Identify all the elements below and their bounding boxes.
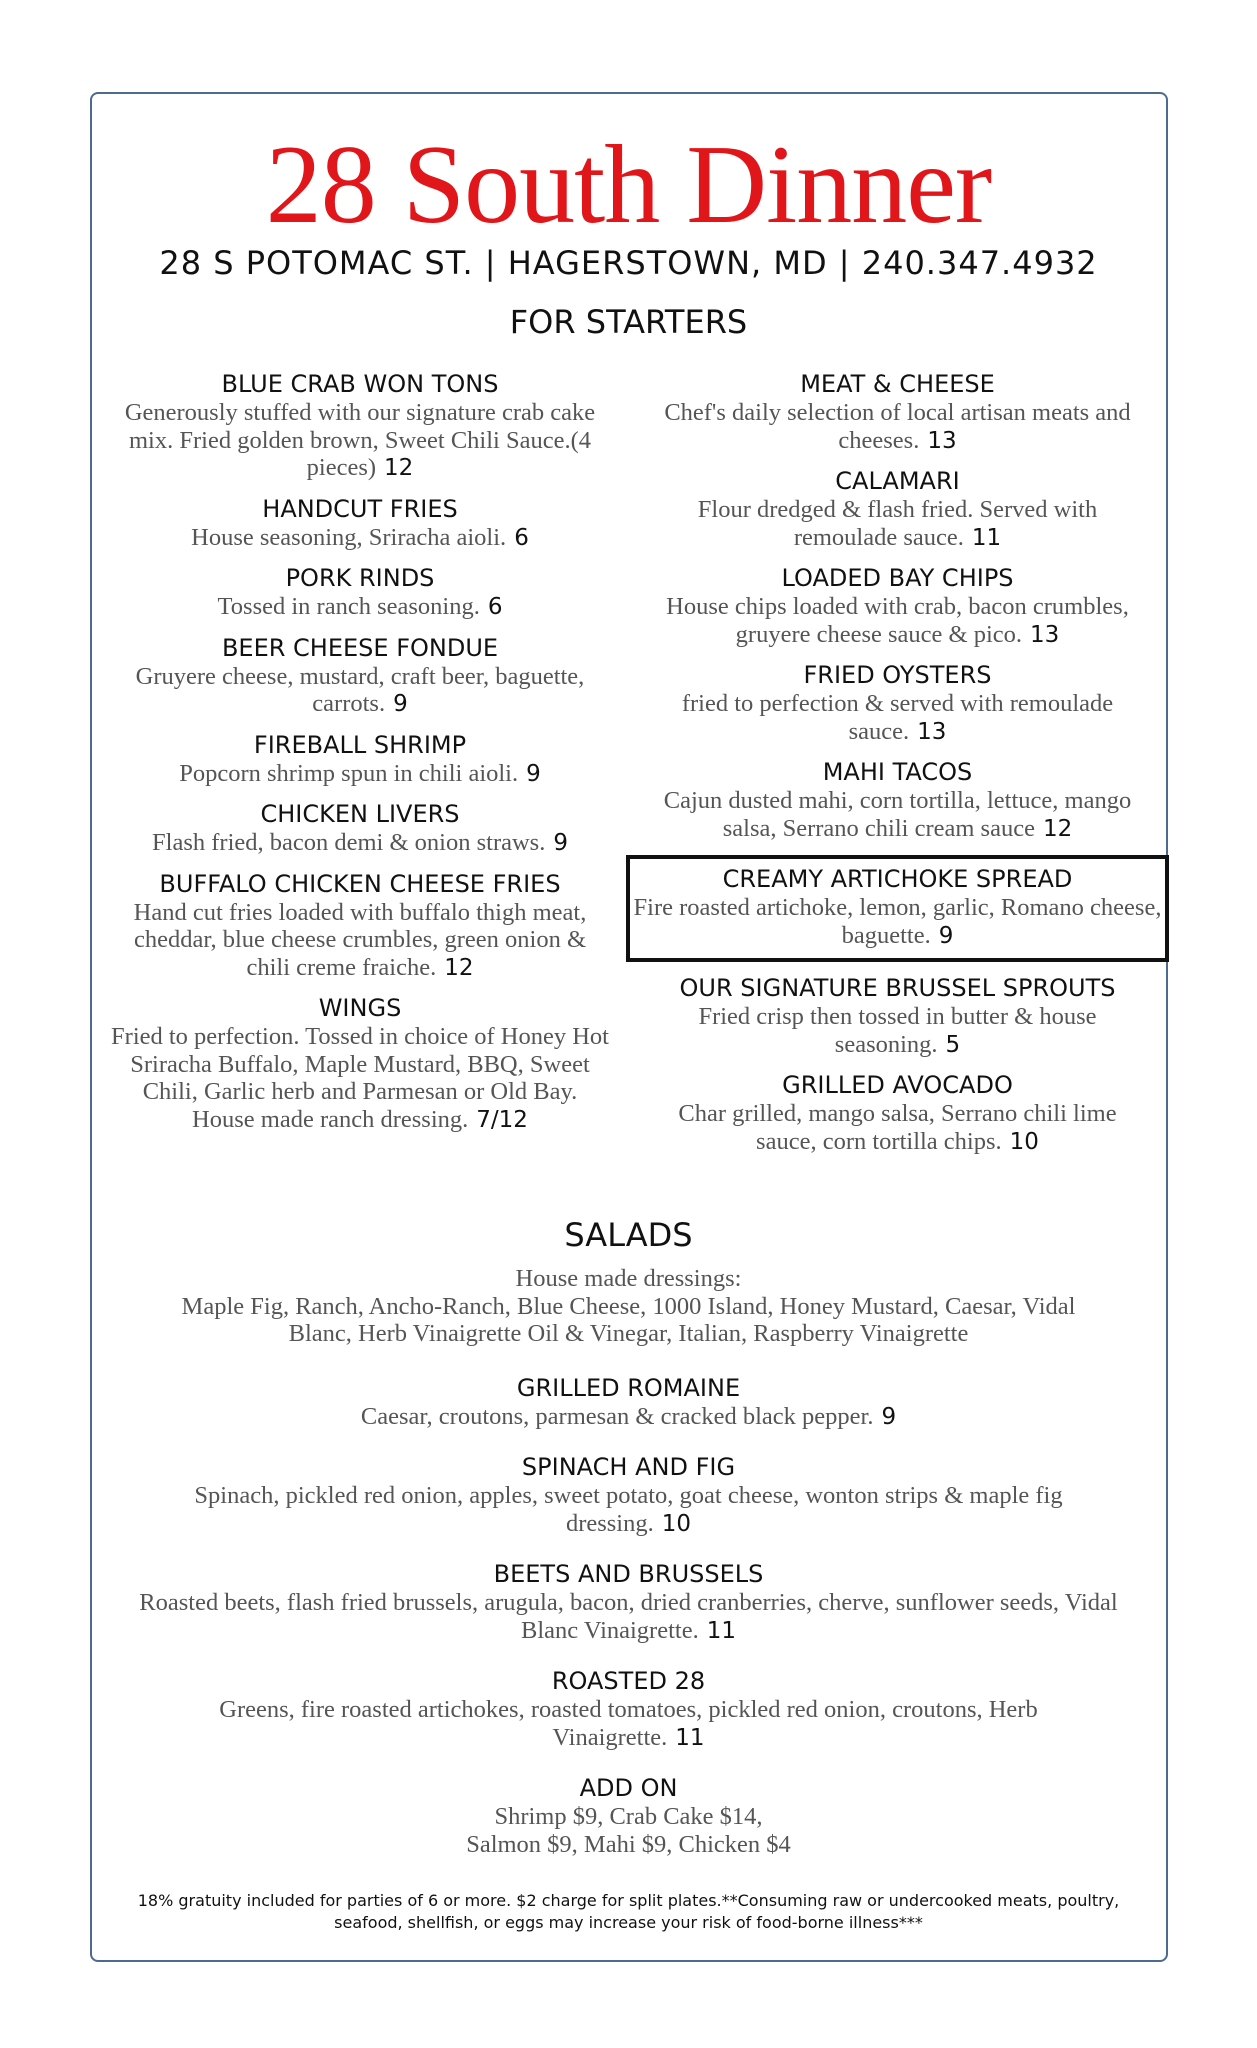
item-description: Greens, fire roasted artichokes, roasted tomatoes, pickled red onion, croutons, Herb Vinaigrette. 11	[219, 1696, 1038, 1751]
item-description: House seasoning, Sriracha aioli. 6	[191, 523, 529, 551]
starters-right-column	[633, 370, 1162, 1168]
item-name: SPINACH AND FIG	[521, 1453, 736, 1481]
item-description: Roasted beets, flash fried brussels, arugula, bacon, dried cranberries, cherve, sunflower seeds, Vidal Blanc Vinaigrette. 11	[139, 1589, 1118, 1644]
item-price: 11	[675, 1724, 705, 1751]
address-line: 28 S POTOMAC ST. | HAGERSTOWN, MD | 240.347.4932	[159, 244, 1098, 282]
item-name: CALAMARI	[835, 467, 960, 495]
starters-left-column	[110, 370, 610, 1146]
starters-heading: FOR STARTERS	[509, 303, 748, 341]
menu-item-loaded-bay-chips	[650, 564, 1145, 649]
menu-item-buffalo-chicken-cheese-fries	[110, 870, 610, 983]
restaurant-title: 28 South Dinner	[265, 123, 992, 247]
item-name: HANDCUT FRIES	[262, 494, 458, 523]
item-name: BLUE CRAB WON TONS	[221, 370, 499, 398]
item-name: ADD ON	[579, 1774, 678, 1802]
menu-item-fried-oysters	[650, 661, 1145, 746]
item-description: Popcorn shrimp spun in chili aioli. 9	[179, 759, 541, 787]
menu-item-wings	[110, 994, 610, 1134]
footer-disclaimer	[110, 1890, 1147, 1934]
salad-item-grilled-romaine	[110, 1374, 1147, 1432]
menu-item-chicken-livers	[110, 800, 610, 858]
item-name: BEETS AND BRUSSELS	[493, 1560, 764, 1588]
item-name: MEAT & CHEESE	[800, 370, 995, 398]
item-description: Chef's daily selection of local artisan meats and cheeses. 13	[664, 399, 1131, 454]
item-description: fried to perfection & served with remoulade sauce. 13	[681, 690, 1114, 745]
item-description: Fried crisp then tossed in butter & house seasoning. 5	[698, 1003, 1097, 1058]
item-description: House chips loaded with crab, bacon crumbles, gruyere cheese sauce & pico. 13	[666, 593, 1129, 648]
salads-heading: SALADS	[564, 1216, 693, 1254]
item-description: Cajun dusted mahi, corn tortilla, lettuce, mango salsa, Serrano chili cream sauce 12	[663, 787, 1132, 842]
menu-item-beer-cheese-fondue	[110, 634, 610, 719]
item-name: OUR SIGNATURE BRUSSEL SPROUTS	[679, 974, 1116, 1002]
item-description: Tossed in ranch seasoning. 6	[217, 593, 503, 620]
salad-item-roasted-28	[110, 1667, 1147, 1752]
item-price: 12	[444, 954, 474, 981]
menu-item-creamy-artichoke-spread-highlighted	[626, 855, 1169, 962]
footer-line-2: seafood, shellfish, or eggs may increase your risk of food-borne illness***	[334, 1913, 923, 1932]
item-description: Flash fried, bacon demi & onion straws. 9	[152, 829, 568, 856]
menu-item-fireball-shrimp	[110, 731, 610, 789]
item-description: Fried to perfection. Tossed in choice of Honey Hot Sriracha Buffalo, Maple Mustard, BBQ, Sweet Chili, Garlic herb and Parmesan or Old Bay. House made ranch dressing. 7/12	[111, 1023, 609, 1133]
item-price: 10	[1009, 1128, 1039, 1155]
item-name: BEER CHEESE FONDUE	[221, 633, 499, 662]
dressings-info	[110, 1265, 1147, 1348]
salads-section	[110, 1215, 1147, 1880]
item-price: 13	[917, 718, 947, 745]
item-price: 12	[1042, 815, 1073, 842]
item-description: Flour dredged & flash fried. Served with remoulade sauce. 11	[697, 496, 1098, 551]
item-price: 9	[881, 1403, 897, 1430]
menu-item-grilled-avocado	[650, 1071, 1145, 1156]
item-name: WINGS	[318, 994, 402, 1022]
item-description: Fire roasted artichoke, lemon, garlic, Romano cheese, baguette. 9	[633, 894, 1162, 949]
add-on-line-1: Shrimp $9, Crab Cake $14,	[494, 1803, 763, 1830]
item-description: Caesar, croutons, parmesan & cracked black pepper. 9	[360, 1402, 897, 1430]
item-name: PORK RINDS	[285, 564, 435, 592]
salad-item-spinach-and-fig	[110, 1453, 1147, 1538]
item-name: ROASTED 28	[551, 1667, 706, 1695]
dressings-list: Maple Fig, Ranch, Ancho-Ranch, Blue Cheese, 1000 Island, Honey Mustard, Caesar, Vidal Blanc, Herb Vinaigrette Oil & Vinegar, Italian, Raspberry Vinaigrette	[181, 1292, 1076, 1347]
footer-line-1: 18% gratuity included for parties of 6 or more. $2 charge for split plates.**Consuming raw or undercooked meats, poultry,	[137, 1891, 1120, 1910]
salad-add-on	[110, 1774, 1147, 1858]
item-name: MAHI TACOS	[822, 758, 973, 786]
item-name: CREAMY ARTICHOKE SPREAD	[722, 865, 1073, 893]
item-name: CHICKEN LIVERS	[260, 800, 460, 828]
item-price: 7/12	[476, 1106, 528, 1133]
item-price: 9	[553, 830, 568, 856]
item-name: FRIED OYSTERS	[803, 661, 992, 689]
item-description: Generously stuffed with our signature crab cake mix. Fried golden brown, Sweet Chili Sauce.(4 pieces) 12	[124, 399, 596, 481]
item-description: Hand cut fries loaded with buffalo thigh meat, cheddar, blue cheese crumbles, green onion & chili creme fraiche. 12	[133, 898, 587, 981]
item-price: 13	[1030, 621, 1060, 648]
item-name: BUFFALO CHICKEN CHEESE FRIES	[159, 869, 561, 898]
salad-item-beets-and-brussels	[110, 1560, 1147, 1645]
menu-item-mahi-tacos	[650, 758, 1145, 843]
item-price: 9	[393, 691, 408, 717]
menu-item-handcut-fries	[110, 495, 610, 553]
item-name: FIREBALL SHRIMP	[253, 730, 467, 759]
add-on-line-2: Salmon $9, Mahi $9, Chicken $4	[466, 1830, 791, 1858]
item-name: GRILLED ROMAINE	[516, 1373, 741, 1402]
menu-item-calamari	[650, 467, 1145, 552]
item-description: Gruyere cheese, mustard, craft beer, baguette, carrots. 9	[135, 662, 585, 717]
item-price: 6	[514, 524, 529, 551]
dressings-label: House made dressings:	[515, 1265, 742, 1292]
item-price: 9	[938, 922, 954, 949]
item-price: 11	[706, 1617, 736, 1644]
item-price: 5	[945, 1031, 961, 1058]
menu-item-signature-brussel-sprouts	[650, 974, 1145, 1059]
item-name: LOADED BAY CHIPS	[781, 564, 1014, 592]
item-description: Char grilled, mango salsa, Serrano chili lime sauce, corn tortilla chips. 10	[678, 1100, 1117, 1155]
menu-item-meat-and-cheese	[650, 370, 1145, 455]
item-price: 12	[384, 455, 414, 481]
item-price: 13	[927, 427, 957, 454]
menu-item-pork-rinds	[110, 564, 610, 622]
item-price: 9	[526, 760, 541, 787]
item-price: 6	[487, 594, 503, 620]
item-description: Spinach, pickled red onion, apples, sweet potato, goat cheese, wonton strips & maple fig dressing. 10	[194, 1482, 1063, 1537]
item-price: 10	[661, 1510, 692, 1537]
item-name: GRILLED AVOCADO	[782, 1071, 1013, 1099]
menu-item-blue-crab-won-tons	[110, 370, 610, 483]
item-price: 11	[971, 524, 1002, 551]
